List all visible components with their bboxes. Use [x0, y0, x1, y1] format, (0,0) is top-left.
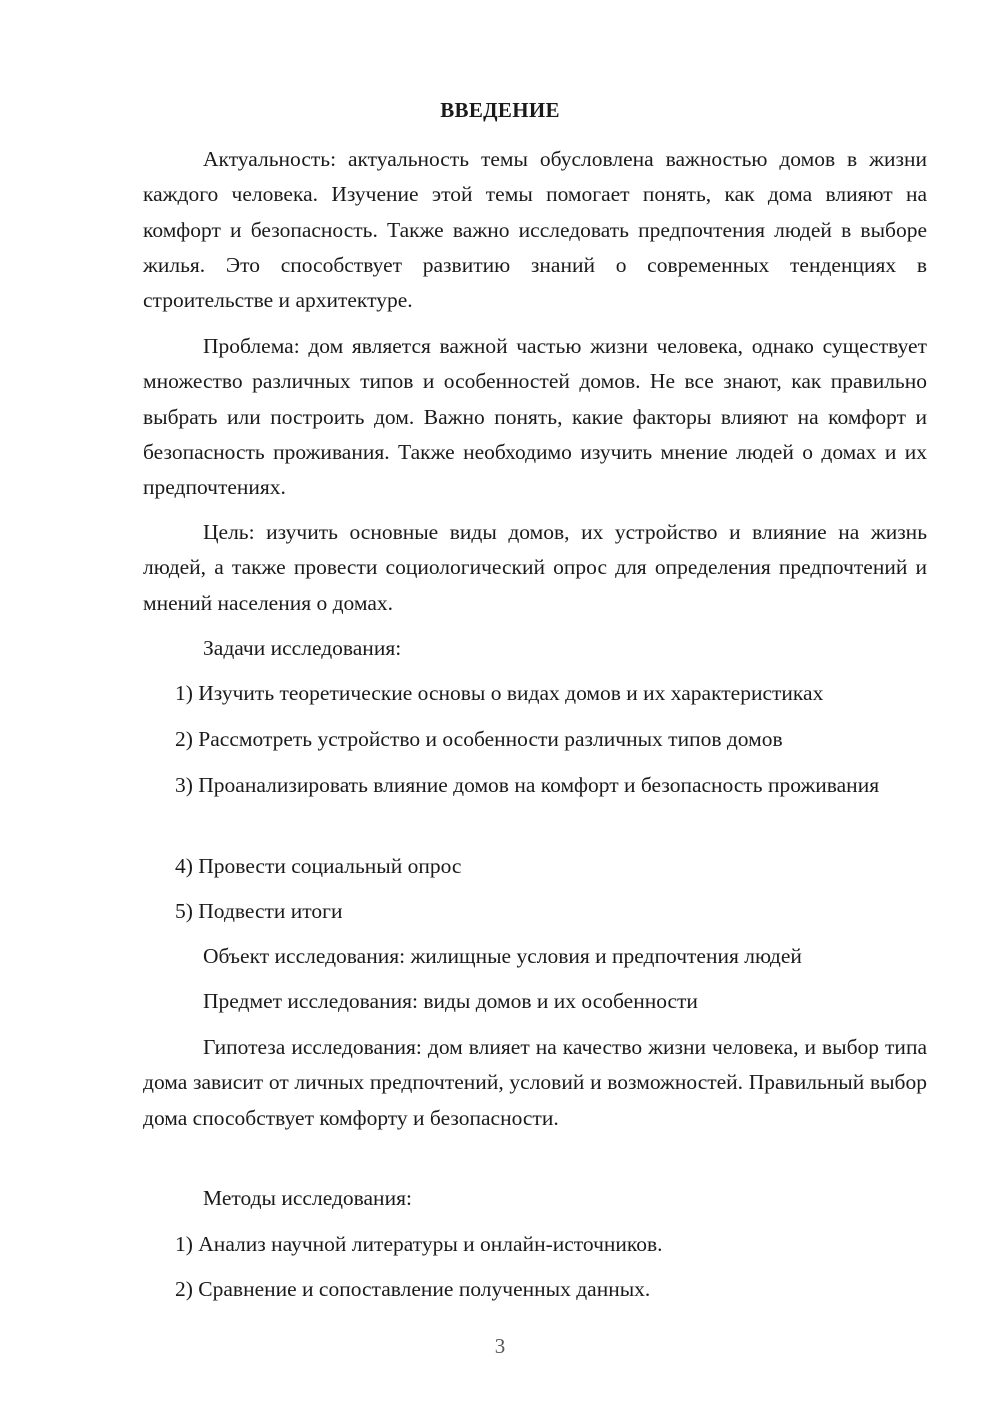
relevance-paragraph: Актуальность: актуальность темы обусловлена важностью домов в жизни каждого человека. Изучение этой темы помогает понять, как дома влияют на комфорт и безопасность. Также важно исследовать предпочтения людей в выборе жилья. Это способствует развитию знаний о современных тенденциях в строительстве и архитектуре.: [143, 147, 927, 313]
tasks-heading: Задачи исследования:: [203, 636, 402, 660]
page-title: ВВЕДЕНИЕ: [440, 98, 560, 122]
task-item: 4) Провести социальный опрос: [175, 854, 462, 878]
research-object: Объект исследования: жилищные условия и предпочтения людей: [203, 944, 802, 968]
problem-paragraph: Проблема: дом является важной частью жизни человека, однако существует множество различных типов и особенностей домов. Не все знают, как правильно выбрать или построить дом. Важно понять, какие факторы влияют на комфорт и безопасность проживания. Также необходимо изучить мнение людей о домах и их предпочтениях.: [143, 334, 927, 500]
methods-heading: Методы исследования:: [203, 1186, 412, 1210]
goal-paragraph: Цель: изучить основные виды домов, их устройство и влияние на жизнь людей, а также провести социологический опрос для определения предпочтений и мнений населения о домах.: [143, 520, 927, 615]
task-item: 2) Рассмотреть устройство и особенности различных типов домов: [175, 727, 783, 751]
task-item: 3) Проанализировать влияние домов на комфорт и безопасность проживания: [175, 773, 880, 797]
hypothesis-paragraph: Гипотеза исследования: дом влияет на качество жизни человека, и выбор типа дома зависит от личных предпочтений, условий и возможностей. Правильный выбор дома способствует комфорту и безопасности.: [143, 1035, 927, 1130]
research-subject: Предмет исследования: виды домов и их особенности: [203, 989, 698, 1013]
task-item: 1) Изучить теоретические основы о видах домов и их характеристиках: [175, 681, 824, 705]
task-item: 5) Подвести итоги: [175, 899, 343, 923]
page-number: 3: [494, 1334, 506, 1358]
method-item: 1) Анализ научной литературы и онлайн-источников.: [175, 1232, 663, 1256]
method-item: 2) Сравнение и сопоставление полученных данных.: [175, 1277, 651, 1301]
